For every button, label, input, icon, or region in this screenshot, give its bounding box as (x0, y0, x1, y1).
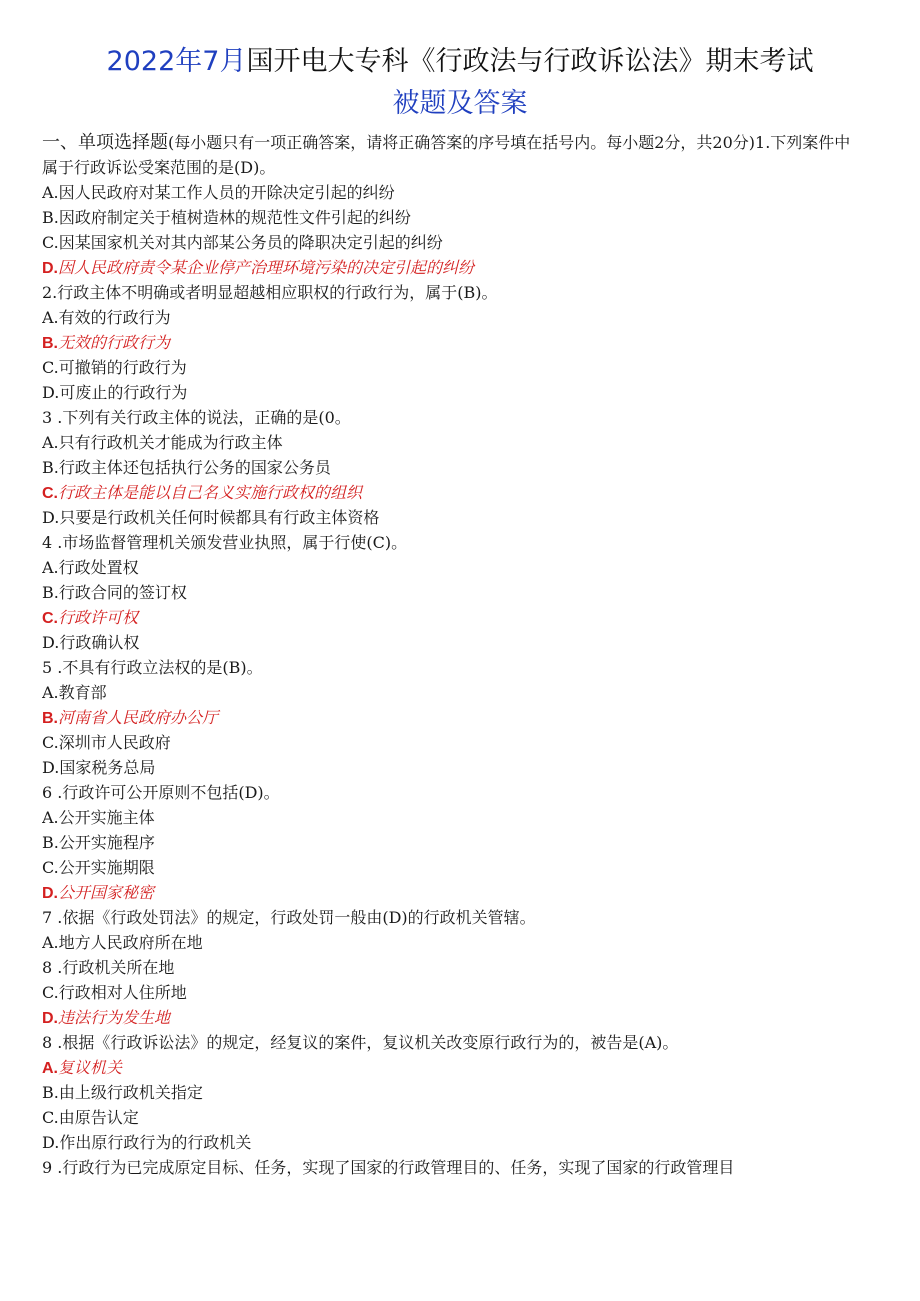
text-line (42, 805, 857, 830)
document-title (0, 0, 920, 82)
text-line (42, 455, 857, 480)
line-text: 无效的行政行为 (58, 333, 171, 352)
line-text: 复议机关 (58, 1058, 123, 1077)
text-line (42, 955, 857, 980)
line-text: A.教育部 (42, 683, 107, 702)
line-text: 9 .行政行为已完成原定目标、任务，实现了国家的行政管理目的、任务，实现了国家的行政管理目 (42, 1158, 735, 1177)
text-line (42, 630, 857, 655)
answer-line (42, 605, 857, 630)
answer-line (42, 880, 857, 905)
text-line (42, 755, 857, 780)
text-line (42, 180, 857, 205)
line-text: D.只要是行政机关任何时候都具有行政主体资格 (42, 508, 380, 527)
line-text: 3 .下列有关行政主体的说法，正确的是(0。 (42, 408, 351, 427)
text-line (42, 280, 857, 305)
text-line (42, 405, 857, 430)
text-line (42, 430, 857, 455)
line-text: C.深圳市人民政府 (42, 733, 171, 752)
answer-line (42, 705, 857, 730)
section-heading: 一、单项选择题 (42, 132, 168, 153)
line-text: C.因某国家机关对其内部某公务员的降职决定引起的纠纷 (42, 233, 443, 252)
text-line (42, 230, 857, 255)
line-text: C.公开实施期限 (42, 858, 155, 877)
text-line (42, 305, 857, 330)
answer-line (42, 255, 857, 280)
text-line (42, 855, 857, 880)
line-text: A.因人民政府对某工作人员的开除决定引起的纠纷 (42, 183, 395, 202)
text-line (42, 205, 857, 230)
text-line (42, 505, 857, 530)
text-line (42, 1130, 857, 1155)
line-text: 8 .根据《行政诉讼法》的规定，经复议的案件，复议机关改变原行政行为的，被告是(A)。 (42, 1033, 679, 1052)
line-text: 行政许可权 (58, 608, 139, 627)
text-line (42, 1080, 857, 1105)
line-text: B.公开实施程序 (42, 833, 155, 852)
line-text: A.公开实施主体 (42, 808, 155, 827)
line-text: 公开国家秘密 (58, 883, 155, 902)
section-intro (42, 130, 857, 180)
line-text: A.地方人民政府所在地 (42, 933, 203, 952)
line-text: B.由上级行政机关指定 (42, 1083, 203, 1102)
text-line (42, 655, 857, 680)
answer-letter: D. (42, 260, 58, 277)
title-date: 2022年7月 (106, 46, 247, 77)
answer-letter: D. (42, 885, 58, 902)
answer-letter: C. (42, 485, 58, 502)
line-text: D.可废止的行政行为 (42, 383, 188, 402)
question-list (42, 180, 857, 1180)
line-text: 4 .市场监督管理机关颁发营业执照，属于行使(C)。 (42, 533, 408, 552)
text-line (42, 1105, 857, 1130)
text-line (42, 980, 857, 1005)
document-subtitle: 被题及答案 (392, 88, 528, 119)
line-text: 违法行为发生地 (58, 1008, 171, 1027)
line-text: 2.行政主体不明确或者明显超越相应职权的行政行为，属于(B)。 (42, 283, 498, 302)
text-line (42, 355, 857, 380)
text-line (42, 530, 857, 555)
text-line (42, 380, 857, 405)
text-line (42, 830, 857, 855)
text-line (42, 680, 857, 705)
section-note: (每小题只有一项正确答案，请将正确答案的序号填在括号内。每小题2分，共20分) (168, 133, 756, 152)
text-line (42, 930, 857, 955)
question-1-stem: 1.下列案件中属于行政诉讼受案范围的是(D)。 (42, 133, 851, 177)
text-line (42, 780, 857, 805)
answer-line (42, 1005, 857, 1030)
line-text: C.可撤销的行政行为 (42, 358, 187, 377)
document-body (42, 130, 857, 1180)
answer-letter: D. (42, 1010, 58, 1027)
text-line (42, 1030, 857, 1055)
line-text: D.国家税务总局 (42, 758, 156, 777)
answer-letter: C. (42, 610, 58, 627)
line-text: C.行政相对人住所地 (42, 983, 187, 1002)
line-text: 因人民政府责令某企业停产治理环境污染的决定引起的纠纷 (58, 258, 475, 277)
line-text: 5 .不具有行政立法权的是(B)。 (42, 658, 263, 677)
answer-line (42, 330, 857, 355)
answer-letter: B. (42, 335, 58, 352)
text-line (42, 1155, 857, 1180)
text-line (42, 580, 857, 605)
answer-letter: B. (42, 710, 58, 727)
line-text: 7 .依据《行政处罚法》的规定，行政处罚一般由(D)的行政机关管辖。 (42, 908, 536, 927)
text-line (42, 730, 857, 755)
answer-line (42, 480, 857, 505)
text-line (42, 555, 857, 580)
line-text: B.行政合同的签订权 (42, 583, 187, 602)
answer-line (42, 1055, 857, 1080)
line-text: C.由原告认定 (42, 1108, 139, 1127)
line-text: D.行政确认权 (42, 633, 140, 652)
line-text: 河南省人民政府办公厅 (58, 708, 219, 727)
line-text: 8 .行政机关所在地 (42, 958, 175, 977)
line-text: B.行政主体还包括执行公务的国家公务员 (42, 458, 331, 477)
line-text: B.因政府制定关于植树造林的规范性文件引起的纠纷 (42, 208, 411, 227)
line-text: A.行政处置权 (42, 558, 139, 577)
text-line (42, 905, 857, 930)
answer-letter: A. (42, 1060, 58, 1077)
title-text: 国开电大专科《行政法与行政诉讼法》期末考试 (246, 46, 814, 77)
line-text: 6 .行政许可公开原则不包括(D)。 (42, 783, 280, 802)
line-text: 行政主体是能以自己名义实施行政权的组织 (58, 483, 363, 502)
line-text: A.有效的行政行为 (42, 308, 171, 327)
line-text: D.作出原行政行为的行政机关 (42, 1133, 252, 1152)
line-text: A.只有行政机关才能成为行政主体 (42, 433, 283, 452)
